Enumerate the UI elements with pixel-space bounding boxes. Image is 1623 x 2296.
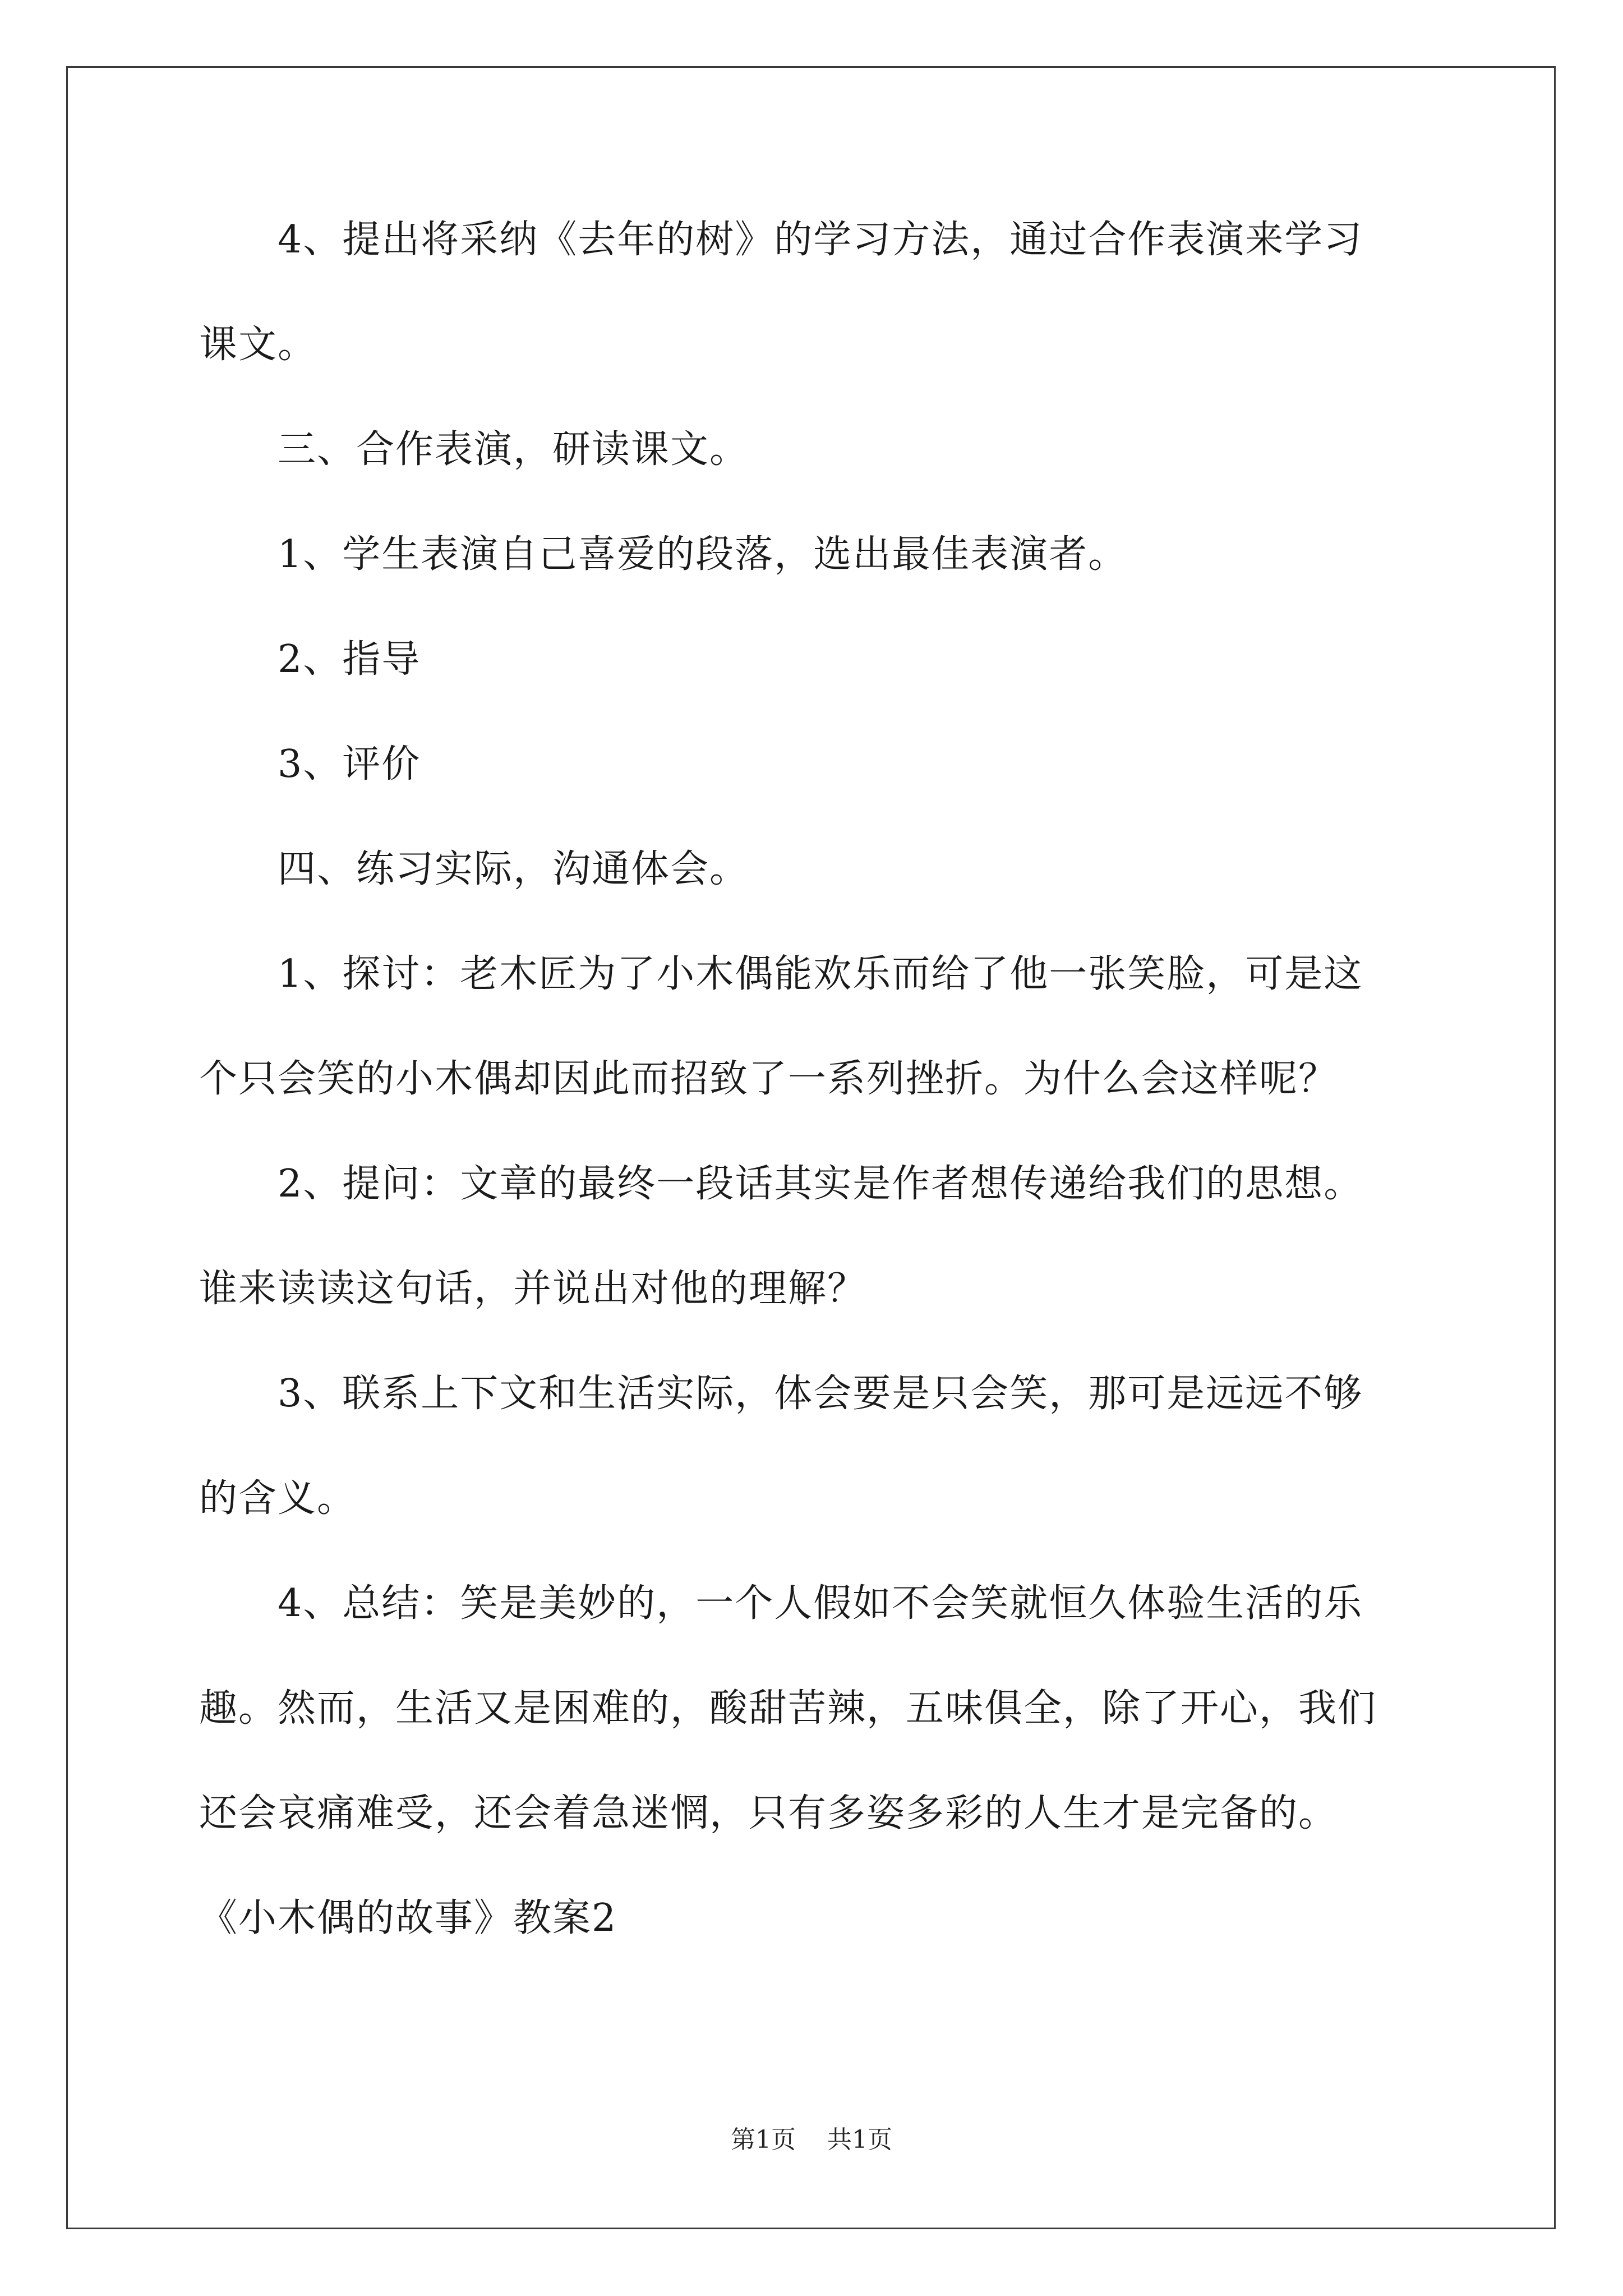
paragraph-line: 3、联系上下文和生活实际，体会要是只会笑，那可是远远不够 bbox=[278, 1372, 1363, 1416]
paragraph-line: 谁来读读这句话，并说出对他的理解？ bbox=[199, 1267, 867, 1311]
paragraph-line: 2、提问：文章的最终一段话其实是作者想传递给我们的思想。 bbox=[278, 1162, 1363, 1206]
paragraph-line: 趣。然而，生活又是困难的，酸甜苦辣，五味俱全，除了开心，我们 bbox=[199, 1686, 1377, 1731]
page-total: 共1页 bbox=[827, 2125, 892, 2154]
section-heading: 四、练习实际，沟通体会。 bbox=[278, 847, 749, 891]
paragraph-line: 1、学生表演自己喜爱的段落，选出最佳表演者。 bbox=[278, 532, 1128, 577]
paragraph-line: 4、提出将采纳《去年的树》的学习方法，通过合作表演来学习 bbox=[278, 218, 1363, 262]
paragraph-line: 2、指导 bbox=[278, 637, 421, 682]
paragraph-line: 4、总结：笑是美妙的，一个人假如不会笑就恒久体验生活的乐 bbox=[278, 1581, 1363, 1626]
paragraph-line: 1、探讨：老木匠为了小木偶能欢乐而给了他一张笑脸，可是这 bbox=[278, 952, 1363, 996]
paragraph-line: 还会哀痛难受，还会着急迷惘，只有多姿多彩的人生才是完备的。 bbox=[199, 1791, 1338, 1835]
page-number: 第1页 bbox=[731, 2125, 796, 2154]
page-footer bbox=[0, 2123, 1623, 2157]
section-heading: 三、合作表演，研读课文。 bbox=[278, 427, 749, 472]
paragraph-line: 3、评价 bbox=[278, 742, 421, 786]
paragraph-line: 个只会笑的小木偶却因此而招致了一系列挫折。为什么会这样呢？ bbox=[199, 1057, 1338, 1101]
paragraph-line: 的含义。 bbox=[199, 1476, 357, 1521]
document-subtitle: 《小木偶的故事》教案2 bbox=[199, 1896, 617, 1940]
paragraph-line: 课文。 bbox=[199, 323, 317, 367]
